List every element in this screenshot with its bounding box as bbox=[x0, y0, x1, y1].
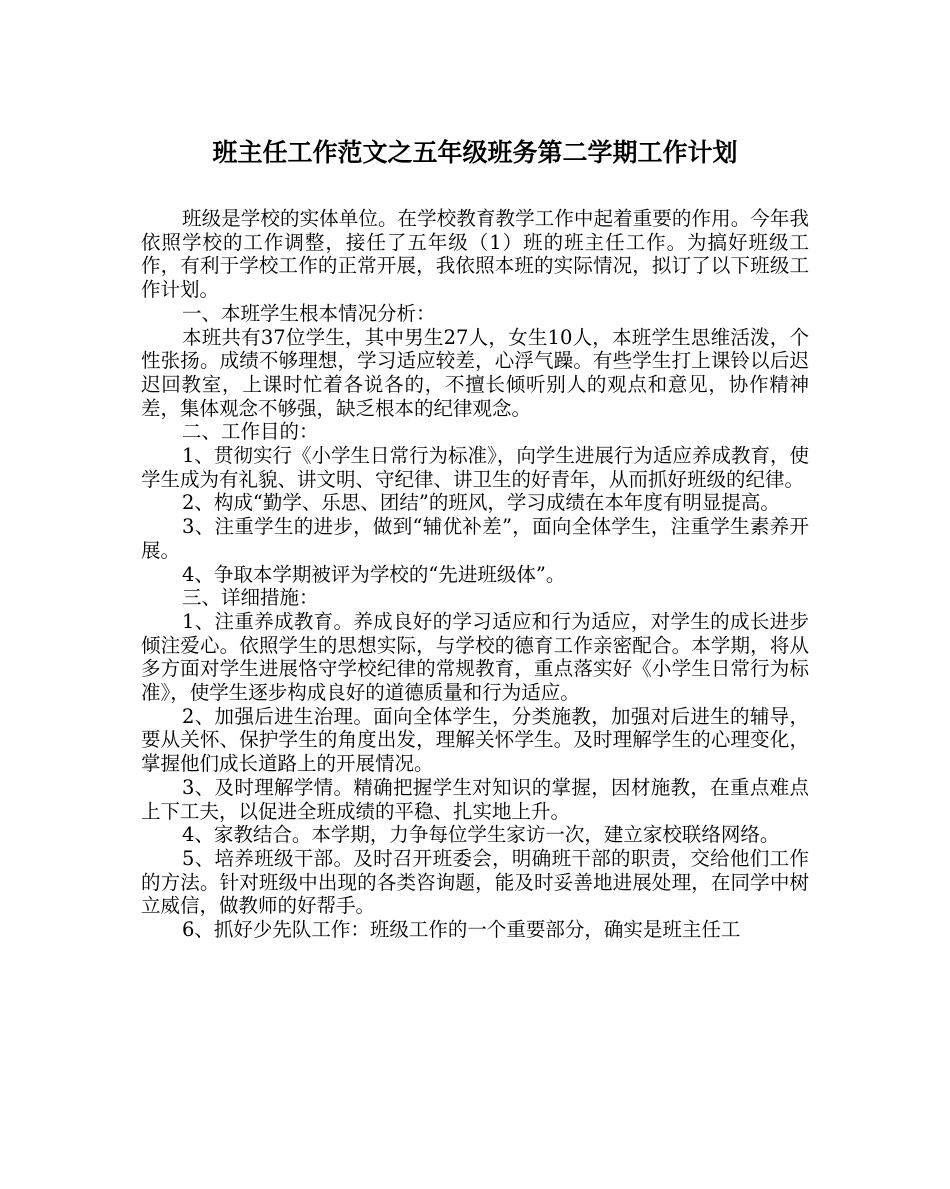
paragraph-goal-2: 2、构成“勤学、乐思、团结”的班风，学习成绩在本年度有明显提高。 bbox=[182, 491, 780, 515]
section-heading-measures: 三、详细措施： bbox=[182, 586, 319, 610]
paragraph-measure-1: 1、注重养成教育。养成良好的学习适应和行为适应，对学生的成长进步倾注爱心。依照学生的思想实际，与学校的德育工作亲密配合。本学期，将从多方面对学生进展恪守学校纪律的常规教育，重点落实好《小学生日常行为标准》，使学生逐步构成良好的道德质量和行为适应。 bbox=[141, 609, 809, 705]
document-body bbox=[141, 207, 809, 942]
paragraph-measure-6: 6、抓好少先队工作：班级工作的一个重要部分，确实是班主任工 bbox=[182, 918, 741, 942]
paragraph-intro: 班级是学校的实体单位。在学校教育教学工作中起着重要的作用。今年我依照学校的工作调整，接任了五年级（1）班的班主任工作。为搞好班级工作，有利于学校工作的正常开展，我依照本班的实际情况，拟订了以下班级工作计划。 bbox=[141, 207, 809, 302]
paragraph-measure-2: 2、加强后进生治理。面向全体学生，分类施教，加强对后进生的辅导，要从关怀、保护学生的角度出发，理解关怀学生。及时理解学生的心理变化，掌握他们成长道路上的开展情况。 bbox=[141, 704, 809, 776]
paragraph-student-analysis: 本班共有37位学生，其中男生27人，女生10人，本班学生思维活泼，个性张扬。成绩不够理想，学习适应较差，心浮气躁。有些学生打上课铃以后迟迟回教室，上课时忙着各说各的，不擅长倾听别人的观点和意见，协作精神差，集体观念不够强，缺乏根本的纪律观念。 bbox=[141, 325, 809, 420]
paragraph-measure-3: 3、及时理解学情。精确把握学生对知识的掌握，因材施教，在重点难点上下工夫，以促进全班成绩的平稳、扎实地上升。 bbox=[141, 775, 809, 823]
paragraph-goal-1: 1、贯彻实行《小学生日常行为标准》，向学生进展行为适应养成教育，使学生成为有礼貌、讲文明、守纪律、讲卫生的好青年，从而抓好班级的纪律。 bbox=[141, 444, 809, 491]
section-heading-student-analysis: 一、本班学生根本情况分析： bbox=[182, 301, 436, 325]
section-heading-work-goals: 二、工作目的： bbox=[182, 420, 319, 444]
paragraph-goal-4: 4、争取本学期被评为学校的“先进班级体”。 bbox=[182, 562, 566, 586]
paragraph-measure-4: 4、家教结合。本学期，力争每位学生家访一次，建立家校联络网络。 bbox=[182, 823, 780, 847]
paragraph-measure-5: 5、培养班级干部。及时召开班委会，明确班干部的职责，交给他们工作的方法。针对班级中出现的各类咨询题，能及时妥善地进展处理，在同学中树立威信，做教师的好帮手。 bbox=[141, 846, 809, 918]
paragraph-goal-3: 3、注重学生的进步，做到“辅优补差”，面向全体学生，注重学生素养开展。 bbox=[141, 515, 809, 562]
document-title: 班主任工作范文之五年级班务第二学期工作计划 bbox=[212, 138, 738, 167]
